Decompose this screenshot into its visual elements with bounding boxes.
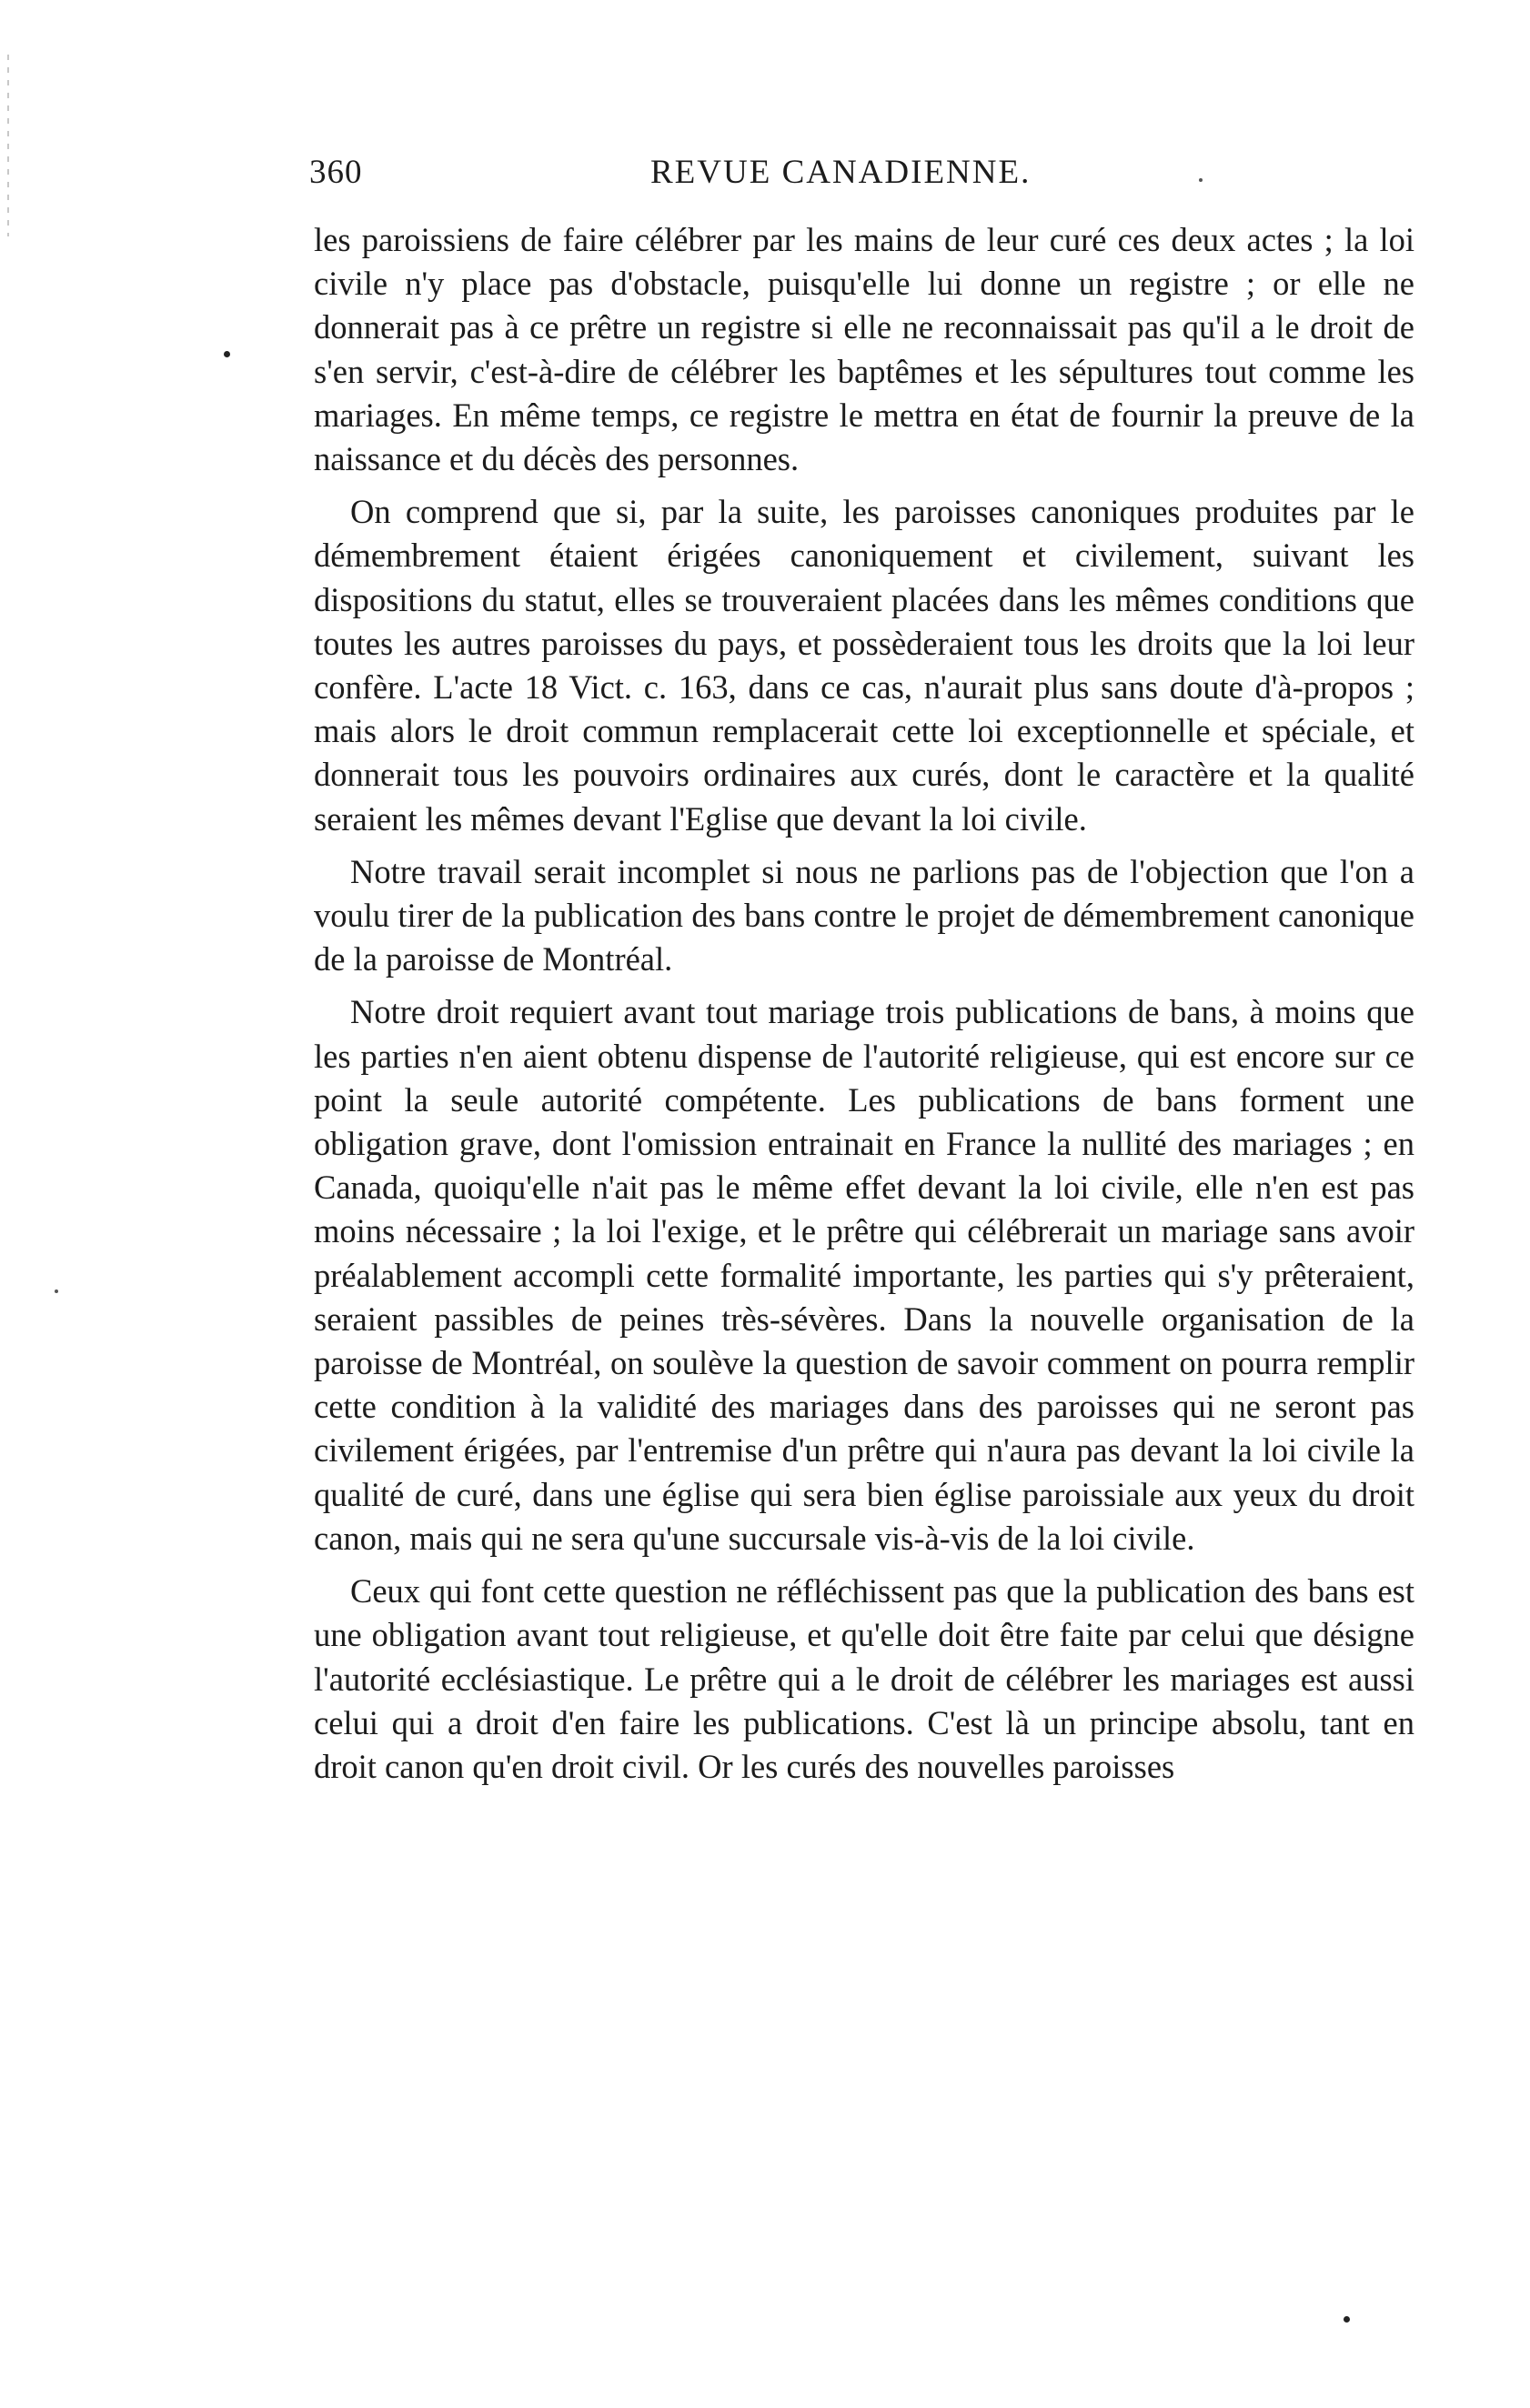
ink-speck <box>224 351 230 357</box>
paragraph-3: Notre travail serait incomplet si nous ne parlions pas de l'objection que l'on a voulu tirer de la publication des bans contre le projet de démembrement canonique de la paroisse de Montréal. <box>314 852 1414 978</box>
ink-speck <box>1199 178 1203 182</box>
paragraph-1: les paroissiens de faire célébrer par les mains de leur curé ces deux actes ; la loi civile n'y place pas d'obstacle, puisqu'elle lui donne un registre ; or elle ne donnerait pas à ce prêtre un registre si elle ne reconnaissait pas qu'il a le droit de s'en servir, c'est-à-dire de célébrer les baptêmes et les sépultures tout comme les mariages. En même temps, ce registre le mettra en état de fournir la preuve de la naissance et du décès des personnes. <box>314 221 1414 478</box>
paragraph-5: Ceux qui font cette question ne réfléchissent pas que la publication des bans est une obligation avant tout religieuse, et qu'elle doit être faite par celui que désigne l'autorité ecclésiastique. Le prêtre qui a le droit de célébrer les mariages est aussi celui qui a droit d'en faire les publications. C'est là un principe absolu, tant en droit canon qu'en droit civil. Or les curés des nouvelles paroisses <box>314 1572 1414 1785</box>
ink-speck <box>1344 2316 1350 2323</box>
scan-edge-mark <box>7 55 9 236</box>
paragraph-4: Notre droit requiert avant tout mariage trois publications de bans, à moins que les parties n'en aient obtenu dispense de l'autorité religieuse, qui est encore sur ce point la seule autorité compétente. Les publications de bans forment une obligation grave, dont l'omission entrainait en France la nullité des mariages ; en Canada, quoiqu'elle n'ait pas le même effet devant la loi civile, elle n'en est pas moins nécessaire ; la loi l'exige, et le prêtre qui célébrerait un mariage sans avoir préalablement accompli cette formalité importante, les parties qui s'y prêteraient, seraient passibles de peines très-sévères. Dans la nouvelle organisation de la paroisse de Montréal, on soulève la question de savoir comment on pourra remplir cette condition à la validité des mariages dans des paroisses qui ne seront pas civilement érigées, par l'entremise d'un prêtre qui n'aura pas devant la loi civile la qualité de curé, dans une église qui sera bien église paroissiale aux yeux du droit canon, mais qui ne sera qu'une succursale vis-à-vis de la loi civile. <box>314 993 1414 1557</box>
paragraph-2: On comprend que si, par la suite, les paroisses canoniques produites par le démembrement étaient érigées canoniquement et civilement, suivant les dispositions du statut, elles se trouveraient placées dans les mêmes conditions que toutes les autres paroisses du pays, et possèderaient tous les droits que la loi leur confère. L'acte 18 Vict. c. 163, dans ce cas, n'aurait plus sans doute d'à-propos ; mais alors le droit commun remplacerait cette loi exceptionnelle et spéciale, et donnerait tous les pouvoirs ordinaires aux curés, dont le caractère et la qualité seraient les mêmes devant l'Eglise que devant la loi civile. <box>314 493 1414 838</box>
page-header <box>309 153 1428 207</box>
running-title: REVUE CANADIENNE. <box>650 154 1032 191</box>
ink-speck <box>55 1289 58 1293</box>
page-number: 360 <box>309 154 363 191</box>
body-text <box>314 218 1414 1798</box>
